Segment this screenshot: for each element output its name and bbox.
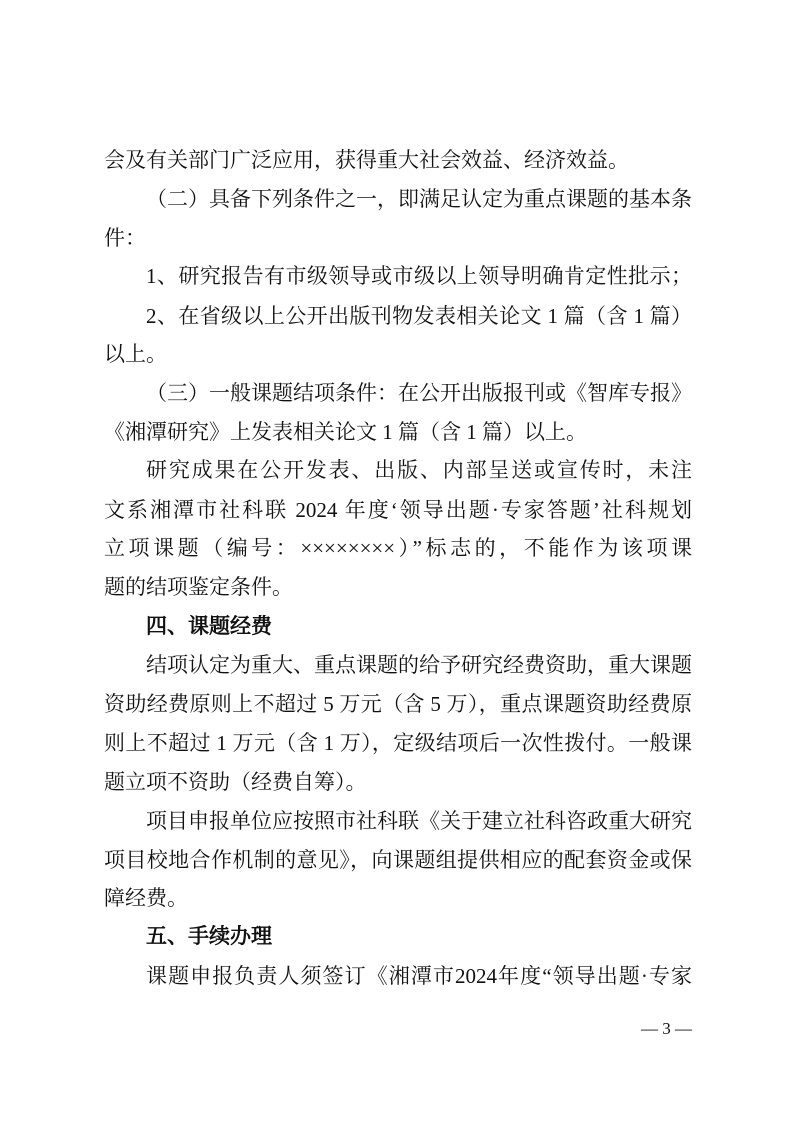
section-heading-funding: 四、课题经费 xyxy=(146,615,272,638)
text-line: （二）具备下列条件之一，即满足认定为重点课题的基本条 xyxy=(146,187,692,211)
text-line: 立项课题（编号：××××××××）”标志的，不能作为该项课 xyxy=(104,536,692,560)
text-line: 资助经费原则上不超过 5 万元（含 5 万），重点课题资助经费原 xyxy=(104,692,692,716)
text-line: 则上不超过 1 万元（含 1 万），定级结项后一次性拨付。一般课 xyxy=(104,731,692,755)
text-line: 题立项不资助（经费自筹）。 xyxy=(104,770,367,794)
text-line: 障经费。 xyxy=(104,886,188,910)
text-line: 《湘潭研究》上发表相关论文 1 篇（含 1 篇）以上。 xyxy=(104,420,587,444)
page-number: — 3 — xyxy=(641,1019,692,1038)
text-line: 文系湘潭市社科联 2024 年度‘领导出题·专家答题’社科规划 xyxy=(104,498,692,522)
section-heading-procedures: 五、手续办理 xyxy=(146,925,272,948)
text-line: （三）一般课题结项条件：在公开出版报刊或《智库专报》 xyxy=(146,381,692,405)
text-line: 结项认定为重大、重点课题的给予研究经费资助，重大课题 xyxy=(146,653,692,677)
text-line: 2、在省级以上公开出版刊物发表相关论文 1 篇（含 1 篇） xyxy=(146,304,692,328)
text-line: 以上。 xyxy=(104,342,167,366)
text-line: 项目申报单位应按照市社科联《关于建立社科咨政重大研究 xyxy=(146,809,692,833)
text-line: 会及有关部门广泛应用，获得重大社会效益、经济效益。 xyxy=(104,148,629,172)
text-line: 课题申报负责人须签订《湘潭市2024年度“领导出题·专家 xyxy=(146,964,692,988)
text-line: 件： xyxy=(104,226,146,250)
text-line: 题的结项鉴定条件。 xyxy=(104,575,293,599)
text-line: 项目校地合作机制的意见》，向课题组提供相应的配套资金或保 xyxy=(104,848,692,872)
text-line: 1、研究报告有市级领导或市级以上领导明确肯定性批示； xyxy=(146,264,692,288)
text-line: 研究成果在公开发表、出版、内部呈送或宣传时，未注 xyxy=(146,458,692,482)
